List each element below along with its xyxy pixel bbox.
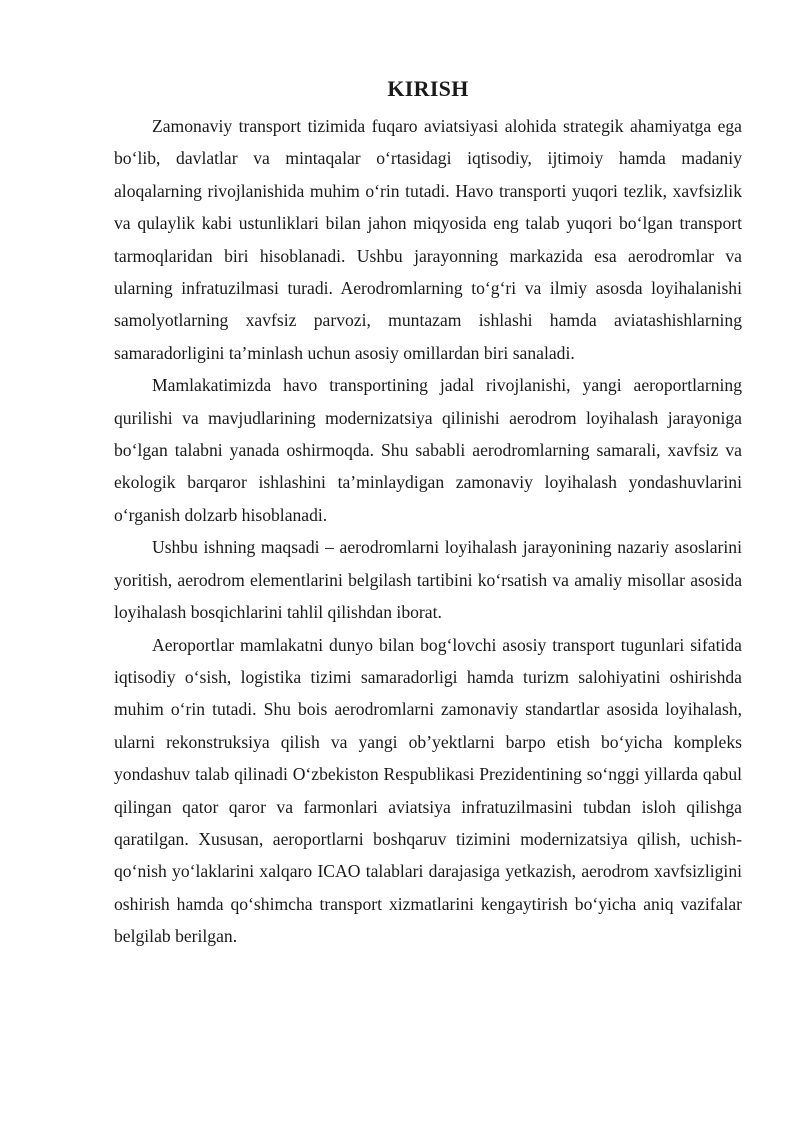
document-title: KIRISH bbox=[387, 76, 469, 101]
paragraph-airports: Aeroportlar mamlakatni dunyo bilan bog‘lovchi asosiy transport tugunlari sifatida iqtisodiy o‘sish, logistika tizimi samaradorligi hamda turizm salohiyatini oshirishda muhim o‘rin tutadi. Shu bois aerodromlarni zamonaviy standartlar asosida loyihalash, ularni rekonstruksiya qilish va yangi ob’yektlarni barpo etish bo‘yicha kompleks yondashuv talab qilinadi O‘zbekiston Respublikasi Prezidentining so‘nggi yillarda qabul qilingan qator qaror va farmonlari aviatsiya infratuzilmasini tubdan isloh qilishga qaratilgan. Xususan, aeroportlarni boshqaruv tizimini modernizatsiya qilish, uchish-qo‘nish yo‘laklarini xalqaro ICAO talablari darajasiga yetkazish, aerodrom xavfsizligini oshirish hamda qo‘shimcha transport xizmatlarini kengaytirish bo‘yicha aniq vazifalar belgilab berilgan. bbox=[114, 634, 742, 947]
paragraph-goal: Ushbu ishning maqsadi – aerodromlarni loyihalash jarayonining nazariy asoslarini yoritish, aerodrom elementlarini belgilash tartibini ko‘rsatish va amaliy misollar asosida loyihalash bosqichlarini tahlil qilishdan iborat. bbox=[114, 537, 742, 623]
paragraph-intro: Zamonaviy transport tizimida fuqaro aviatsiyasi alohida strategik ahamiyatga ega bo‘lib, davlatlar va mintaqalar o‘rtasidagi iqtisodiy, ijtimoiy hamda madaniy aloqalarning rivojlanishida muhim o‘rin tutadi. Havo transporti yuqori tezlik, xavfsizlik va qulaylik kabi ustunliklari bilan jahon miqyosida eng talab yuqori bo‘lgan transport tarmoqlaridan biri hisoblanadi. Ushbu jarayonning markazida esa aerodromlar va ularning infratuzilmasi turadi. Aerodromlarning to‘g‘ri va ilmiy asosda loyihalanishi samolyotlarning xavfsiz parvozi, muntazam ishlashi hamda aviatashishlarning samaradorligini ta’minlash uchun asosiy omillardan biri sanaladi. bbox=[114, 116, 742, 363]
paragraph-development: Mamlakatimizda havo transportining jadal rivojlanishi, yangi aeroportlarning qurilishi va mavjudlarining modernizatsiya qilinishi aerodrom loyihalash jarayoniga bo‘lgan talabni yanada oshirmoqda. Shu sababli aerodromlarning samarali, xavfsiz va ekologik barqaror ishlashini ta’minlaydigan zamonaviy loyihalash yondashuvlarini o‘rganish dolzarb hisoblanadi. bbox=[114, 375, 742, 525]
document-page bbox=[114, 74, 742, 953]
